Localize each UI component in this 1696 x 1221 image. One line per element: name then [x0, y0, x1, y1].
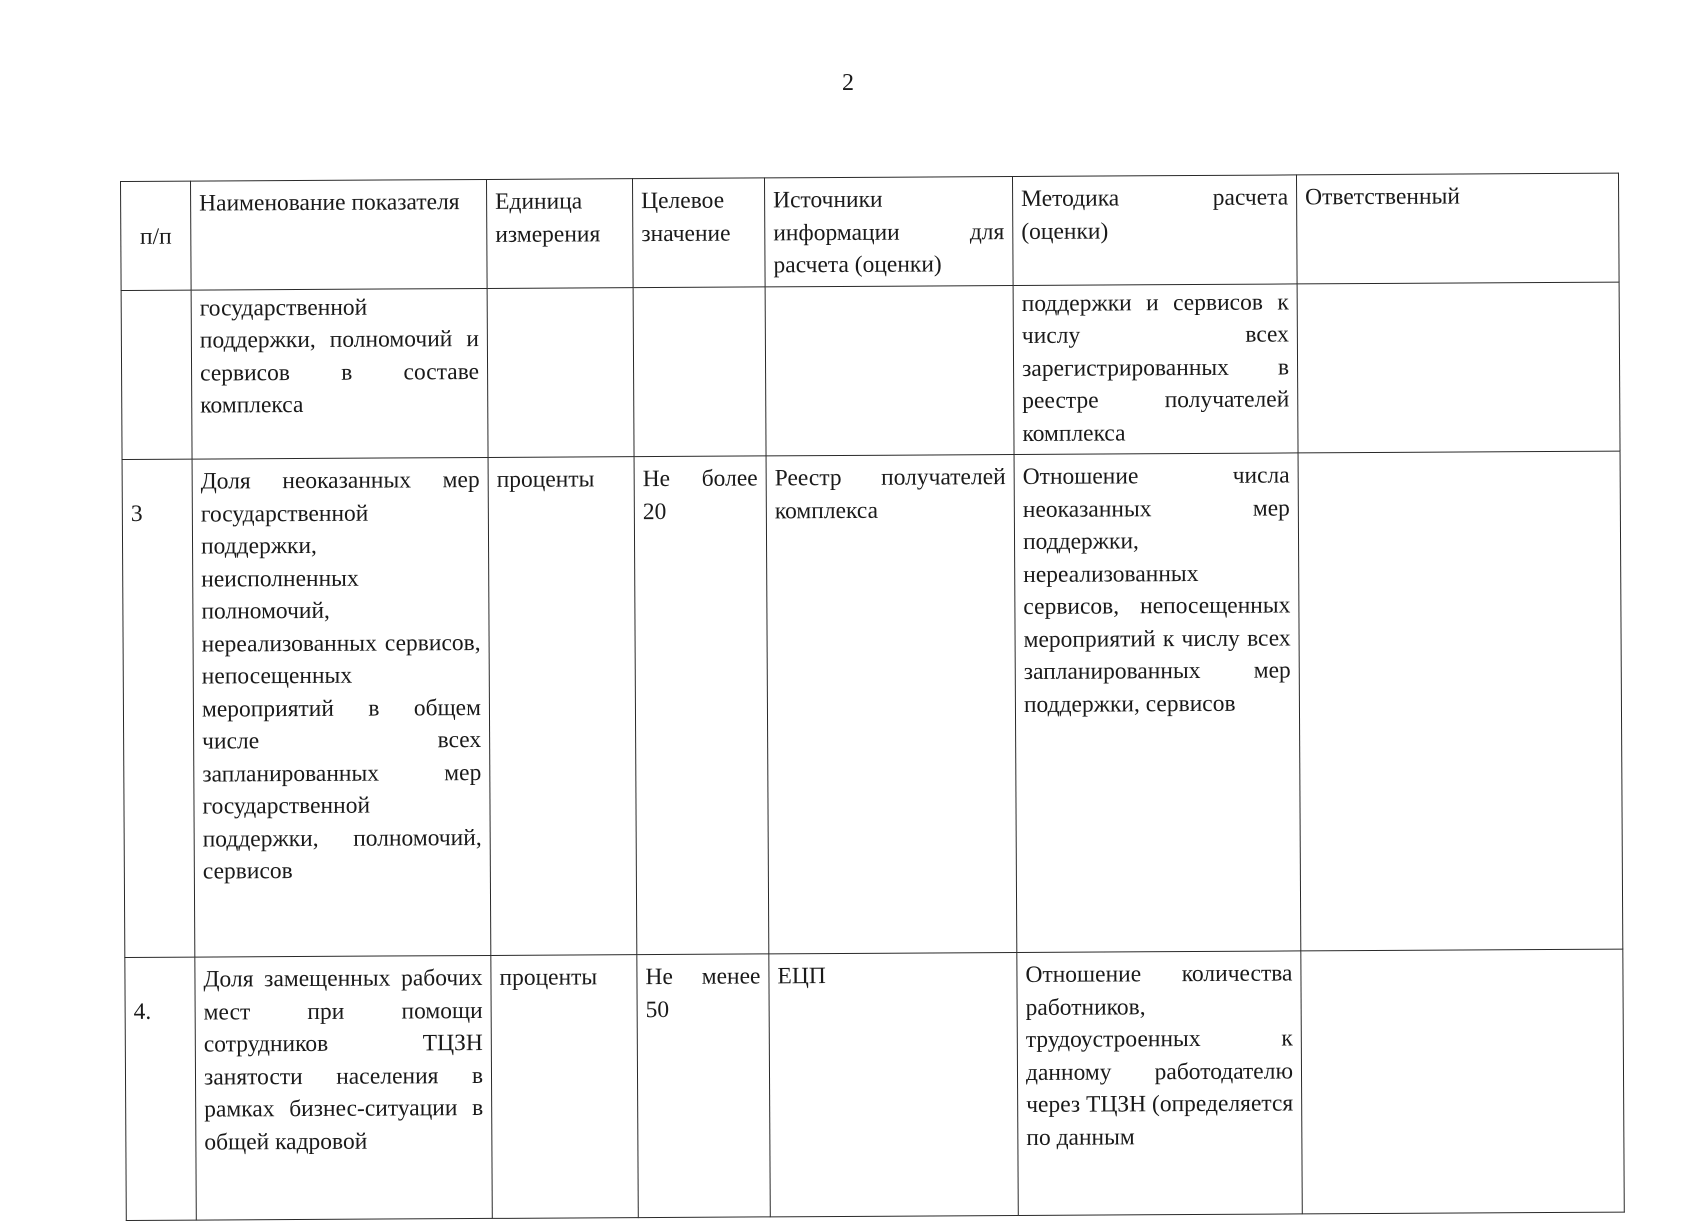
row-unit: проценты	[488, 457, 637, 956]
table-row	[122, 451, 1623, 957]
header-sources: Источники информации для расчета (оценки)	[764, 177, 1013, 287]
row-target: Не более 20	[634, 456, 769, 955]
row-unit	[487, 287, 634, 457]
row-name: Доля неоказанных мер государственной поддержки, неисполненных полномочий, нереализованных сервисов, непосещенных мероприятий в общем числе всех запланированных мер государственной поддержки, полномочий, сервисов	[192, 457, 491, 957]
table-row	[121, 282, 1620, 460]
row-unit: проценты	[491, 955, 638, 1219]
row-method: поддержки и сервисов к числу всех зарегистрированных в реестре получателей комплекса	[1013, 283, 1298, 454]
header-target: Целевое значение	[632, 178, 765, 287]
row-num: 4.	[125, 957, 196, 1220]
row-target: Не менее 50	[637, 954, 770, 1218]
row-num: 3	[122, 459, 195, 957]
row-responsible	[1301, 949, 1624, 1214]
header-num: п/п	[121, 181, 192, 290]
table-row	[125, 949, 1624, 1220]
row-responsible	[1298, 451, 1623, 951]
row-sources	[765, 285, 1014, 456]
header-method: Методика расчета (оценки)	[1012, 175, 1297, 285]
header-responsible: Ответственный	[1296, 173, 1619, 283]
table-header-row	[121, 173, 1620, 290]
row-num	[121, 290, 192, 460]
header-unit: Единица измерения	[486, 179, 633, 288]
row-name: Доля замещенных рабочих мест при помощи сотрудников ТЦЗН занятости населения в рамках бизнес-ситуации в общей кадровой	[195, 955, 492, 1220]
row-method: Отношение числа неоказанных мер поддержки, нереализованных сервисов, непосещенных мероприятий к числу всех запланированных мер поддержки, сервисов	[1014, 453, 1301, 953]
row-sources: ЕЦП	[769, 953, 1018, 1217]
row-method: Отношение количества работников, трудоустроенных к данному работодателю через ТЦЗН (определяется по данным	[1017, 951, 1302, 1216]
header-name: Наименование показателя	[191, 179, 488, 289]
row-target	[633, 286, 766, 456]
page-number: 2	[842, 70, 854, 96]
row-responsible	[1297, 282, 1620, 453]
row-sources: Реестр получателей комплекса	[766, 455, 1017, 954]
indicators-table	[120, 173, 1625, 1221]
row-name: государственной поддержки, полномочий и сервисов в составе комплекса	[191, 288, 488, 459]
